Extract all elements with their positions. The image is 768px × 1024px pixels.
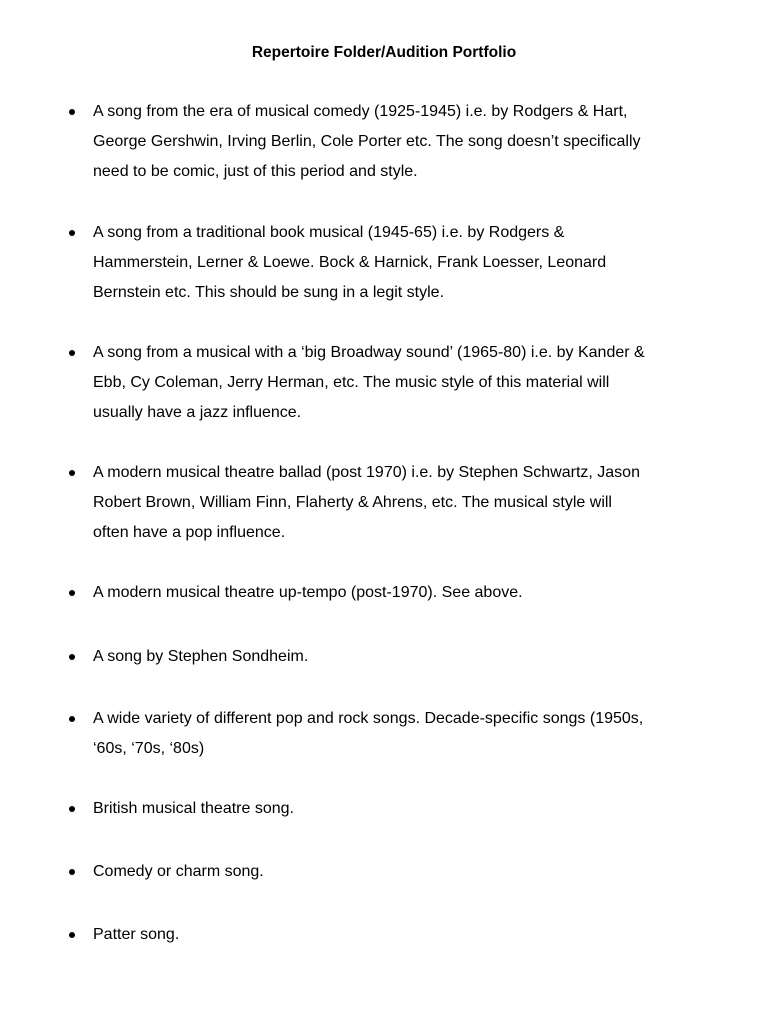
list-item — [93, 920, 733, 950]
list-item-line: A song from a traditional book musical (1945-65) i.e. by Rodgers & — [93, 224, 565, 241]
bullet-icon — [69, 470, 75, 476]
list-item — [93, 704, 733, 764]
list-item-line: A song from a musical with a ‘big Broadway sound’ (1965-80) i.e. by Kander & — [93, 344, 645, 361]
list-item-line: often have a pop influence. — [93, 524, 286, 541]
list-item-line: British musical theatre song. — [93, 800, 294, 817]
bullet-icon — [69, 350, 75, 356]
list-item — [93, 458, 733, 548]
list-item-line: A song by Stephen Sondheim. — [93, 648, 309, 665]
bullet-icon — [69, 590, 75, 596]
list-item-line: A modern musical theatre ballad (post 1970) i.e. by Stephen Schwartz, Jason — [93, 464, 640, 481]
bullet-icon — [69, 109, 75, 115]
list-item — [93, 794, 733, 824]
bullet-icon — [69, 654, 75, 660]
list-item — [93, 338, 733, 428]
list-item — [93, 97, 733, 187]
bullet-icon — [69, 806, 75, 812]
list-item-line: Hammerstein, Lerner & Loewe. Bock & Harnick, Frank Loesser, Leonard — [93, 254, 607, 271]
list-item-line: Bernstein etc. This should be sung in a legit style. — [93, 284, 445, 301]
list-item-line: Patter song. — [93, 926, 180, 943]
list-item-line: Robert Brown, William Finn, Flaherty & Ahrens, etc. The musical style will — [93, 494, 612, 511]
bullet-icon — [69, 716, 75, 722]
list-item-line: ‘60s, ‘70s, ‘80s) — [93, 740, 205, 757]
list-item-line: A wide variety of different pop and rock songs. Decade-specific songs (1950s, — [93, 710, 644, 727]
bullet-icon — [69, 230, 75, 236]
bullet-icon — [69, 869, 75, 875]
list-item-line: A song from the era of musical comedy (1925-1945) i.e. by Rodgers & Hart, — [93, 103, 628, 120]
bullet-icon — [69, 932, 75, 938]
list-item-line: need to be comic, just of this period and style. — [93, 163, 418, 180]
document-title: Repertoire Folder/Audition Portfolio — [251, 44, 517, 61]
list-item-line: usually have a jazz influence. — [93, 404, 302, 421]
list-item — [93, 578, 733, 608]
list-item-line: A modern musical theatre up-tempo (post-1970). See above. — [93, 584, 523, 601]
list-item-line: Comedy or charm song. — [93, 863, 264, 880]
list-item — [93, 218, 733, 308]
list-item — [93, 642, 733, 672]
list-item — [93, 857, 733, 887]
list-item-line: George Gershwin, Irving Berlin, Cole Porter etc. The song doesn’t specifically — [93, 133, 641, 150]
list-item-line: Ebb, Cy Coleman, Jerry Herman, etc. The music style of this material will — [93, 374, 610, 391]
